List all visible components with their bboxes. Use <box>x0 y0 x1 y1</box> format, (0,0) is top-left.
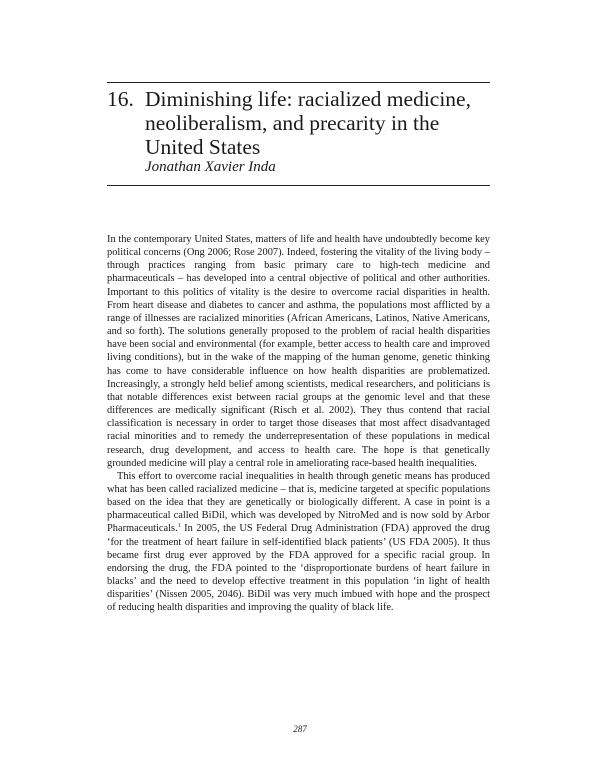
paragraph-2 <box>107 470 490 615</box>
footnote-marker[interactable]: 1 <box>177 523 181 530</box>
paragraph-1: In the contemporary United States, matters of life and health have undoubtedly become key political concerns (Ong 2006; Rose 2007). Indeed, fostering the vitality of the living body – through practices ranging from basic primary care to high-tech medicine and pharmaceuticals – has developed into a central objective of political and other authorities. Important to this politics of vitality is the desire to overcome racial disparities in health. From heart disease and diabetes to cancer and asthma, the populations most afflicted by a range of illnesses are racialized minorities (African Americans, Latinos, Native Americans, and so forth). The solutions generally proposed to the problem of racial health disparities have been social and environmental (for example, better access to health care and improved living conditions), but in the wake of the mapping of the human genome, genetic thinking has come to have considerable influence on how health disparities are problematized. Increasingly, a strongly held belief among scientists, medical researchers, and politicians is that notable differences exist between racial groups at the genomic level and that these differences are medically significant (Risch et al. 2002). They thus contend that racial classification is necessary in order to target those diseases that most affect disadvantaged racial minorities and to remedy the underrepresentation of these populations in medical research, drug development, and access to health care. The hope is that genetically grounded medicine will play a central role in ameliorating race-based health inequalities. <box>107 234 490 469</box>
body-text <box>107 233 490 615</box>
chapter-title-text: Diminishing life: racialized medicine, neoliberalism, and precarity in the United States <box>145 87 471 159</box>
bottom-rule <box>107 185 490 186</box>
paragraph-2-text-b: In 2005, the US Federal Drug Administration (FDA) approved the drug ‘for the treatment of heart failure in self-identified black patients’ (US FDA 2005). It thus became first drug ever approved by the FDA approved for a specific racial group. In endorsing the drug, the FDA pointed to the ‘disproportionate burdens of heart failure in blacks’ and the need to develop effective treatment in this population ‘in light of health disparities’ (Nissen 2005, 2046). BiDil was very much imbued with hope and the prospect of reducing health disparities and improving the quality of black life. <box>107 523 490 614</box>
chapter-number: 16. <box>107 87 134 111</box>
page-number: 287 <box>293 724 307 734</box>
chapter-title <box>107 87 497 159</box>
top-rule <box>107 82 490 83</box>
author-name: Jonathan Xavier Inda <box>145 159 276 175</box>
paragraph-2-text-a: This effort to overcome racial inequalities in health through genetic means has produced what has been called racialized medicine – that is, medicine targeted at specific populations based on the idea that they are genetically or biologically different. A case in point is a pharmaceutical called BiDil, which was developed by NitroMed and is now sold by Arbor Pharmaceuticals. <box>107 470 490 535</box>
